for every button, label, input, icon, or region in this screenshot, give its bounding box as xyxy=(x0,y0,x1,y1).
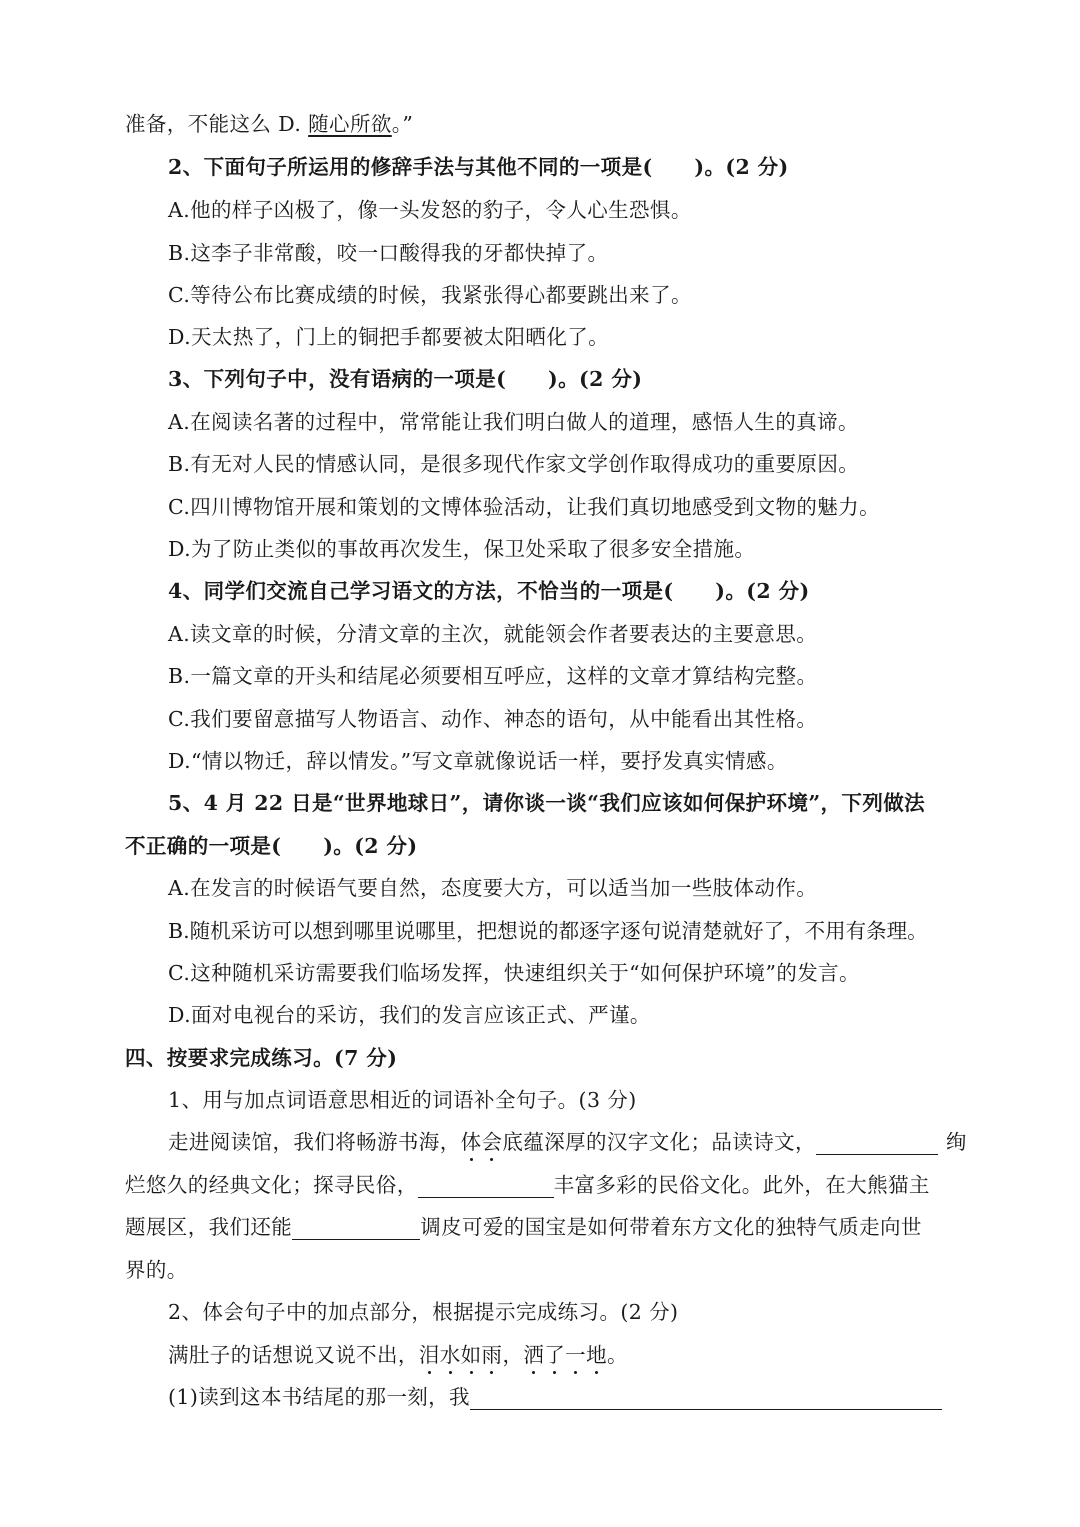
s4-q2-example xyxy=(168,1340,962,1370)
q2-option-d: D.天太热了，门上的铜把手都要被太阳晒化了。 xyxy=(168,325,610,349)
dotted-word: 体会 xyxy=(460,1130,503,1154)
question-5-stem-line2: 不正确的一项是( )。(2 分) xyxy=(125,834,418,858)
text: 绚 xyxy=(945,1130,967,1154)
question-3-stem: 3、下列句子中，没有语病的一项是( )。(2 分) xyxy=(168,367,643,391)
s4-question-2-stem: 2、体会句子中的加点部分，根据提示完成练习。(2 分) xyxy=(168,1300,679,1324)
fill-blank-1[interactable] xyxy=(816,1130,938,1155)
q2-option-a: A.他的样子凶极了，像一头发怒的豹子，令人心生恐惧。 xyxy=(168,198,692,222)
q4-option-d: D.“情以物迁，辞以情发。”写文章就像说话一样，要抒发真实情感。 xyxy=(168,749,788,773)
underlined-word: 随心所欲 xyxy=(308,112,392,136)
text: 底蕴深厚的汉字文化；品读诗文， xyxy=(502,1130,816,1154)
text: 准备，不能这么 D. xyxy=(125,112,309,136)
text: 调皮可爱的国宝是如何带着东方文化的独特气质走向世 xyxy=(420,1215,922,1239)
text: 走进阅读馆，我们将畅游书海， xyxy=(168,1130,461,1154)
q5-option-c: C.这种随机采访需要我们临场发挥，快速组织关于“如何保护环境”的发言。 xyxy=(168,961,860,985)
s4-q2-sub1 xyxy=(168,1382,962,1412)
q5-option-a: A.在发言的时候语气要自然，态度要大方，可以适当加一些肢体动作。 xyxy=(168,876,818,900)
q4-option-b: B.一篇文章的开头和结尾必须要相互呼应，这样的文章才算结构完整。 xyxy=(168,664,818,688)
text: 。 xyxy=(606,1343,628,1367)
section-4-title: 四、按要求完成练习。(7 分) xyxy=(125,1046,398,1070)
q5-option-d: D.面对电视台的采访，我们的发言应该正式、严谨。 xyxy=(168,1003,651,1027)
q2-option-b: B.这李子非常酸，咬一口酸得我的牙都快掉了。 xyxy=(168,241,609,265)
q3-option-c: C.四川博物馆开展和策划的文博体验活动，让我们真切地感受到文物的魅力。 xyxy=(168,495,880,519)
fill-blank-2[interactable] xyxy=(418,1173,554,1198)
s4-q1-line1 xyxy=(168,1127,967,1157)
s4-question-1-stem: 1、用与加点词语意思相近的词语补全句子。(3 分) xyxy=(168,1088,637,1112)
text: 。” xyxy=(391,112,414,136)
text: 烂悠久的经典文化；探寻民俗， xyxy=(125,1173,418,1197)
s4-q1-line4: 界的。 xyxy=(125,1258,188,1282)
s4-q1-line2 xyxy=(125,1170,962,1200)
q2-option-c: C.等待公布比赛成绩的时候，我紧张得心都要跳出来了。 xyxy=(168,283,692,307)
q5-option-b: B.随机采访可以想到哪里说哪里，把想说的都逐字逐句说清楚就好了，不用有条理。 xyxy=(168,919,928,943)
answer-line[interactable] xyxy=(470,1385,942,1410)
q3-option-a: A.在阅读名著的过程中，常常能让我们明白做人的道理，感悟人生的真谛。 xyxy=(168,410,859,434)
s4-q1-line3 xyxy=(125,1212,962,1242)
question-4-stem: 4、同学们交流自己学习语文的方法，不恰当的一项是( )。(2 分) xyxy=(168,579,810,603)
text: (1)读到这本书结尾的那一刻，我 xyxy=(168,1385,470,1409)
text: 题展区，我们还能 xyxy=(125,1215,293,1239)
dotted-phrase: 泪水如雨，洒了一地 xyxy=(418,1343,607,1367)
q4-option-a: A.读文章的时候，分清文章的主次，就能领会作者要表达的主要意思。 xyxy=(168,622,818,646)
q4-option-c: C.我们要留意描写人物语言、动作、神态的语句，从中能看出其性格。 xyxy=(168,707,818,731)
q3-option-d: D.为了防止类似的事故再次发生，保卫处采取了很多安全措施。 xyxy=(168,537,756,561)
question-5-stem-line1: 5、4 月 22 日是“世界地球日”，请你谈一谈“我们应该如何保护环境”，下列做法 xyxy=(168,791,926,815)
question-2-stem: 2、下面句子所运用的修辞手法与其他不同的一项是( )。(2 分) xyxy=(168,155,789,179)
text: 满肚子的话想说又说不出， xyxy=(168,1343,419,1367)
fill-blank-3[interactable] xyxy=(292,1215,420,1240)
q3-option-b: B.有无对人民的情感认同，是很多现代作家文学创作取得成功的重要原因。 xyxy=(168,452,860,476)
text: 丰富多彩的民俗文化。此外，在大熊猫主 xyxy=(553,1173,930,1197)
continued-line xyxy=(125,109,962,139)
